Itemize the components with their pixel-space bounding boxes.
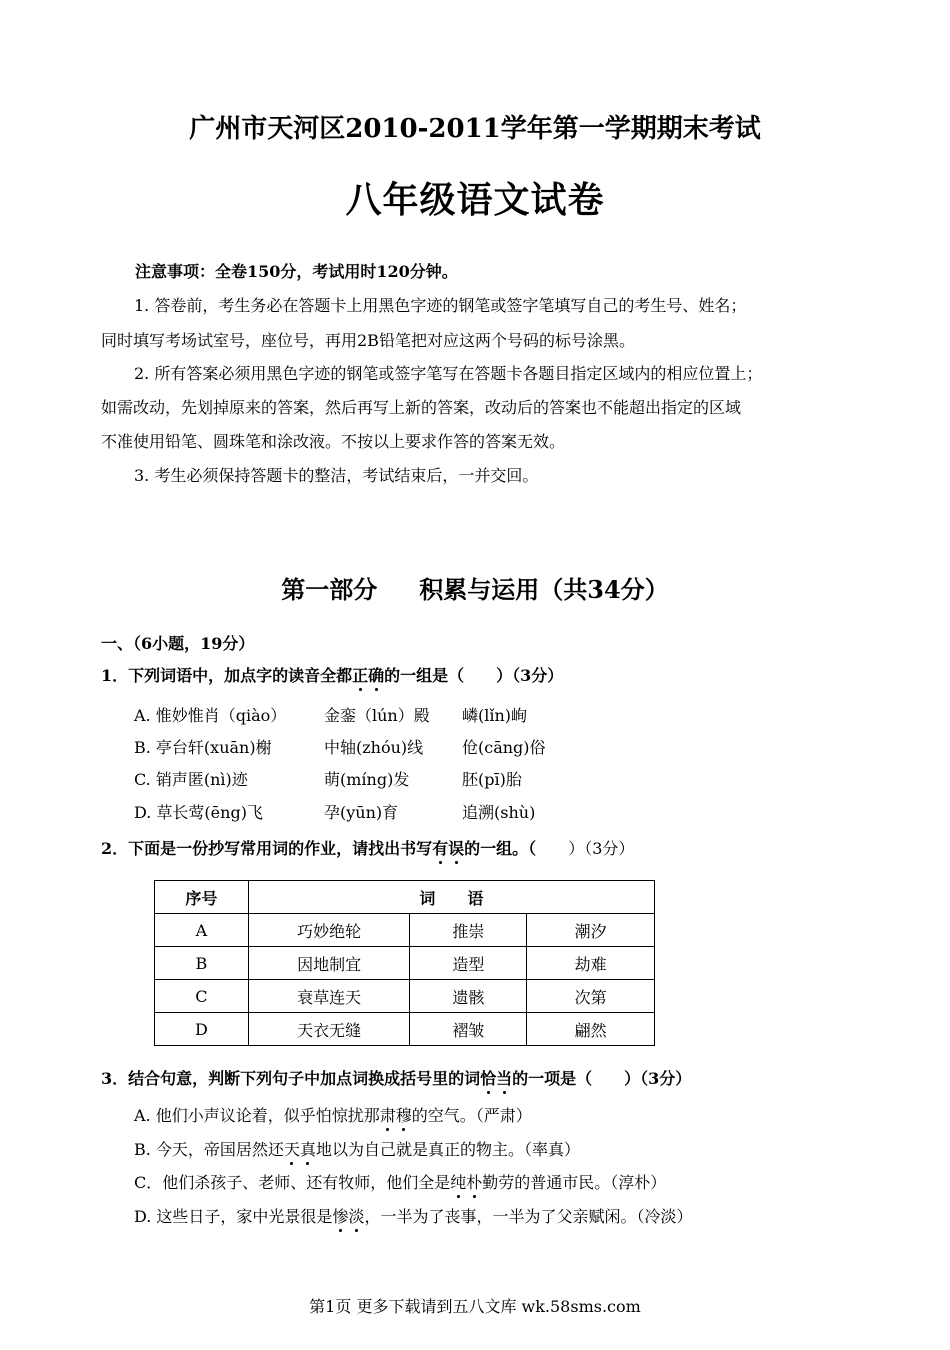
q1-option-a-1: A. 惟妙惟肖（qiào）	[134, 706, 287, 725]
q1-option-d-2: 孕(yūn)育	[324, 803, 399, 822]
notice-item-2-line-3: 不准使用铅笔、圆珠笔和涂改液。不按以上要求作答的答案无效。	[101, 432, 566, 451]
table-header-row	[155, 881, 655, 914]
q3-option-d: D. 这些日子，家中光景很是惨淡，一半为了丧事，一半为了父亲赋闲。（冷淡）	[134, 1204, 692, 1227]
notice-item-3: 3. 考生必须保持答题卡的整洁，考试结束后，一并交回。	[134, 466, 539, 485]
q1-option-b-3: 伧(cāng)俗	[462, 738, 546, 757]
section-name: 积累与运用（共34分）	[419, 575, 669, 604]
question-2	[101, 836, 634, 859]
q1-text: 1．下列词语中，加点字的读音全都	[101, 666, 353, 685]
q1-option-c-2: 萌(míng)发	[324, 770, 410, 789]
table-cell: 因地制宜	[248, 947, 410, 980]
q3-dotted-char-2: 当	[496, 1066, 512, 1089]
table-row	[155, 980, 655, 1013]
section-part: 第一部分	[281, 575, 378, 604]
notice-item-2-line-2: 如需改动，先划掉原来的答案，然后再写上新的答案，改动后的答案也不能超出指定的区域	[101, 398, 742, 417]
table-cell: 巧妙绝轮	[248, 914, 410, 947]
table-cell: 劫难	[527, 947, 655, 980]
table-cell: 翩然	[527, 1013, 655, 1046]
q2-dotted-char-2: 误	[448, 836, 464, 859]
question-3	[101, 1066, 691, 1089]
q2-text: 2．下面是一份抄写常用词的作业，请找出书写	[101, 839, 433, 858]
q2-score: ）（3分）	[536, 839, 635, 858]
table-cell: 潮汐	[527, 914, 655, 947]
q1-option-a-2: 金銮（lún）殿	[324, 706, 430, 725]
notice-item-1-line-1: 1. 答卷前，考生务必在答题卡上用黑色字迹的钢笔或签字笔填写自己的考生号、姓名；	[134, 296, 747, 315]
q3-text: 3．结合句意，判断下列句子中加点词换成括号里的词	[101, 1069, 481, 1088]
q1-option-d-1: D. 草长莺(ēng)飞	[134, 803, 263, 822]
notice-item-2-line-1: 2. 所有答案必须用黑色字迹的钢笔或签字笔写在答题卡各题目指定区域内的相应位置上；	[134, 364, 763, 383]
q2-text-end: 的一组。（	[464, 839, 537, 858]
notice-heading: 注意事项：全卷150分，考试用时120分钟。	[135, 262, 458, 281]
q1-option-c-3: 胚(pī)胎	[462, 770, 522, 789]
table-cell: B	[155, 947, 249, 980]
q3-option-a: A. 他们小声议论着，似乎怕惊扰那肃穆的空气。（严肃）	[134, 1103, 532, 1126]
table-cell: D	[155, 1013, 249, 1046]
page-footer: 第1页 更多下载请到五八文库 wk.58sms.com	[309, 1297, 641, 1316]
table-header-no: 序号	[155, 881, 249, 914]
table-row	[155, 1013, 655, 1046]
q1-text-end: 的一组是（ ）（3分）	[384, 666, 564, 685]
notice-item-1-line-2: 同时填写考场试室号，座位号，再用2B铅笔把对应这两个号码的标号涂黑。	[101, 331, 635, 350]
q1-dotted-char-2: 确	[368, 663, 384, 686]
q2-dotted-char-1: 有	[432, 836, 448, 859]
table-cell: 造型	[410, 947, 527, 980]
section-heading	[0, 570, 950, 605]
exam-title: 广州市天河区2010-2011学年第一学期期末考试	[189, 114, 761, 144]
q1-option-a-3: 嶙(lǐn)峋	[462, 706, 528, 725]
q1-option-b-1: B. 亭台轩(xuān)榭	[134, 738, 272, 757]
q1-option-c-1: C. 销声匿(nì)迹	[134, 770, 248, 789]
question-1	[101, 663, 563, 686]
exam-subtitle: 八年级语文试卷	[345, 179, 605, 221]
word-table	[154, 880, 655, 1046]
q3-dotted-char-1: 恰	[480, 1066, 496, 1089]
table-cell: A	[155, 914, 249, 947]
q3-option-c: C．他们杀孩子、老师、还有牧师，他们全是纯朴勤劳的普通市民。（淳朴）	[134, 1170, 666, 1193]
table-header-words: 词 语	[248, 881, 654, 914]
q3-option-b: B. 今天，帝国居然还天真地以为自己就是真正的物主。（率真）	[134, 1137, 580, 1160]
table-cell: 衰草连天	[248, 980, 410, 1013]
q1-option-b-2: 中轴(zhóu)线	[324, 738, 424, 757]
table-row	[155, 947, 655, 980]
q3-text-end: 的一项是（ ）（3分）	[512, 1069, 692, 1088]
q1-option-d-3: 追溯(shù)	[462, 803, 536, 822]
table-cell: 遗骸	[410, 980, 527, 1013]
table-row	[155, 914, 655, 947]
table-cell: 褶皱	[410, 1013, 527, 1046]
table-cell: C	[155, 980, 249, 1013]
group-heading: 一、（6小题，19分）	[101, 634, 255, 653]
q1-dotted-char-1: 正	[352, 663, 368, 686]
table-cell: 天衣无缝	[248, 1013, 410, 1046]
table-cell: 推崇	[410, 914, 527, 947]
table-cell: 次第	[527, 980, 655, 1013]
